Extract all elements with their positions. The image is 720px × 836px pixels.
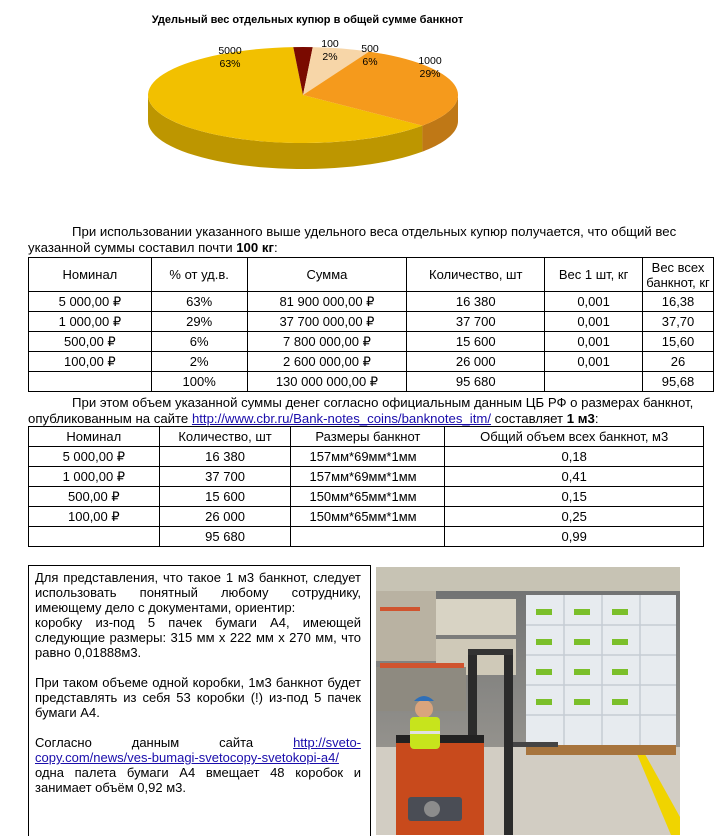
label-100 xyxy=(310,38,350,64)
intro-bold: 100 кг xyxy=(236,240,274,255)
header-cell: Количество, шт xyxy=(407,258,545,292)
cell: 100% xyxy=(151,372,247,392)
cell: 29% xyxy=(151,312,247,332)
bottom-p1b: коробку из-под 5 пачек бумаги А4, имеющей следующие размеры: 315 мм х 222 мм х 270 мм, что равно 0,01888м3. xyxy=(35,615,361,660)
cell: 157мм*69мм*1мм xyxy=(291,447,445,467)
cell: 95 680 xyxy=(407,372,545,392)
cell: 15 600 xyxy=(159,487,291,507)
label-100-pct: 2% xyxy=(322,51,338,63)
cell xyxy=(29,372,152,392)
cell: 150мм*65мм*1мм xyxy=(291,507,445,527)
table-row xyxy=(29,352,714,372)
cell: 26 000 xyxy=(159,507,291,527)
cell: 2% xyxy=(151,352,247,372)
header-cell: Вес 1 шт, кг xyxy=(545,258,643,292)
para2-text: При этом объем указанной суммы денег согласно официальным данным ЦБ РФ о размерах банкнот, опубликованным на сайте xyxy=(28,395,694,426)
cell: 0,41 xyxy=(445,467,704,487)
label-1000-pct: 29% xyxy=(419,68,441,80)
table-row xyxy=(29,487,704,507)
table-row xyxy=(29,507,704,527)
table-row xyxy=(29,292,714,312)
cell: 37 700 000,00 ₽ xyxy=(247,312,407,332)
cell: 0,99 xyxy=(445,527,704,547)
cell: 500,00 ₽ xyxy=(29,332,152,352)
label-500-name: 500 xyxy=(361,43,379,55)
cell: 0,001 xyxy=(545,332,643,352)
cell: 500,00 ₽ xyxy=(29,487,160,507)
volume-table-header xyxy=(29,427,704,447)
table-row xyxy=(29,467,704,487)
cell: 130 000 000,00 ₽ xyxy=(247,372,407,392)
cell: 37 700 xyxy=(159,467,291,487)
label-500-pct: 6% xyxy=(362,56,378,68)
cell: 0,18 xyxy=(445,447,704,467)
cell: 100,00 ₽ xyxy=(29,352,152,372)
cell: 26 xyxy=(643,352,714,372)
cell: 5 000,00 ₽ xyxy=(29,292,152,312)
label-5000 xyxy=(205,45,255,71)
cell: 15 600 xyxy=(407,332,545,352)
svetocopy-link[interactable]: http://sveto-copy.com/news/ves-bumagi-svetocopy-svetokopi-a4/ xyxy=(35,735,361,765)
header-cell: % от уд.в. xyxy=(151,258,247,292)
label-500 xyxy=(350,43,390,69)
volume-table xyxy=(28,426,704,547)
cell: 7 800 000,00 ₽ xyxy=(247,332,407,352)
bottom-p1: Для представления, что такое 1 м3 банкнот, следует использовать понятный любому сотруднику, имеющему дело с документами, ориентир: xyxy=(35,570,361,615)
cell xyxy=(291,527,445,547)
cell: 16,38 xyxy=(643,292,714,312)
cell: 1 000,00 ₽ xyxy=(29,312,152,332)
total-row xyxy=(29,527,704,547)
cbr-link[interactable]: http://www.cbr.ru/Bank-notes_coins/banknotes_itm/ xyxy=(191,411,492,426)
cell xyxy=(29,527,160,547)
header-cell: Общий объем всех банкнот, м3 xyxy=(445,427,704,447)
header-cell: Сумма xyxy=(247,258,407,292)
cell: 157мм*69мм*1мм xyxy=(291,467,445,487)
bottom-p2: При таком объеме одной коробки, 1м3 банкнот будет представлять из себя 53 коробки (!) из-под 5 пачек бумаги А4. xyxy=(35,675,361,720)
cell: 37,70 xyxy=(643,312,714,332)
intro-paragraph xyxy=(28,224,716,256)
bottom-p3 xyxy=(35,735,361,795)
label-5000-pct: 63% xyxy=(219,58,241,70)
cell: 0,001 xyxy=(545,312,643,332)
label-1000 xyxy=(410,55,450,81)
cell: 16 380 xyxy=(407,292,545,312)
weight-table-header xyxy=(29,258,714,292)
cell: 0,001 xyxy=(545,292,643,312)
label-1000-name: 1000 xyxy=(418,55,442,67)
cell: 81 900 000,00 ₽ xyxy=(247,292,407,312)
cell: 150мм*65мм*1мм xyxy=(291,487,445,507)
cell: 63% xyxy=(151,292,247,312)
intro-text: При использовании указанного выше удельного веса отдельных купюр получается, что общий вес указанной суммы составил почти xyxy=(28,224,677,255)
cell: 1 000,00 ₽ xyxy=(29,467,160,487)
cell: 37 700 xyxy=(407,312,545,332)
para2-tail: : xyxy=(594,411,599,426)
header-cell: Номинал xyxy=(29,427,160,447)
header-cell: Вес всех банкнот, кг xyxy=(643,258,714,292)
chart-title: Удельный вес отдельных купюр в общей сумме банкнот xyxy=(151,14,464,26)
total-row xyxy=(29,372,714,392)
cell: 15,60 xyxy=(643,332,714,352)
table-row xyxy=(29,447,704,467)
para2-after: составляет xyxy=(491,411,567,426)
bottom-p3-text: Согласно данным сайта xyxy=(35,735,294,750)
table-row xyxy=(29,332,714,352)
cell: 0,25 xyxy=(445,507,704,527)
weight-table xyxy=(28,257,714,392)
para2-bold: 1 м3 xyxy=(566,411,595,426)
cell: 0,001 xyxy=(545,352,643,372)
intro-tail: : xyxy=(273,240,278,255)
header-cell: Размеры банкнот xyxy=(291,427,445,447)
header-cell: Номинал xyxy=(29,258,152,292)
cell: 95,68 xyxy=(643,372,714,392)
cell: 5 000,00 ₽ xyxy=(29,447,160,467)
label-100-name: 100 xyxy=(321,38,339,50)
label-5000-name: 5000 xyxy=(218,45,242,57)
cell: 0,15 xyxy=(445,487,704,507)
header-cell: Количество, шт xyxy=(159,427,291,447)
volume-paragraph xyxy=(28,395,716,427)
cell: 95 680 xyxy=(159,527,291,547)
warehouse-forklift-photo xyxy=(376,567,680,835)
cell xyxy=(545,372,643,392)
bottom-text xyxy=(35,570,361,795)
cell: 2 600 000,00 ₽ xyxy=(247,352,407,372)
cell: 26 000 xyxy=(407,352,545,372)
bottom-p3-tail: одна палета бумаги А4 вмещает 48 коробок и занимает объём 0,92 м3. xyxy=(35,765,361,795)
table-row xyxy=(29,312,714,332)
cell: 6% xyxy=(151,332,247,352)
cell: 100,00 ₽ xyxy=(29,507,160,527)
cell: 16 380 xyxy=(159,447,291,467)
